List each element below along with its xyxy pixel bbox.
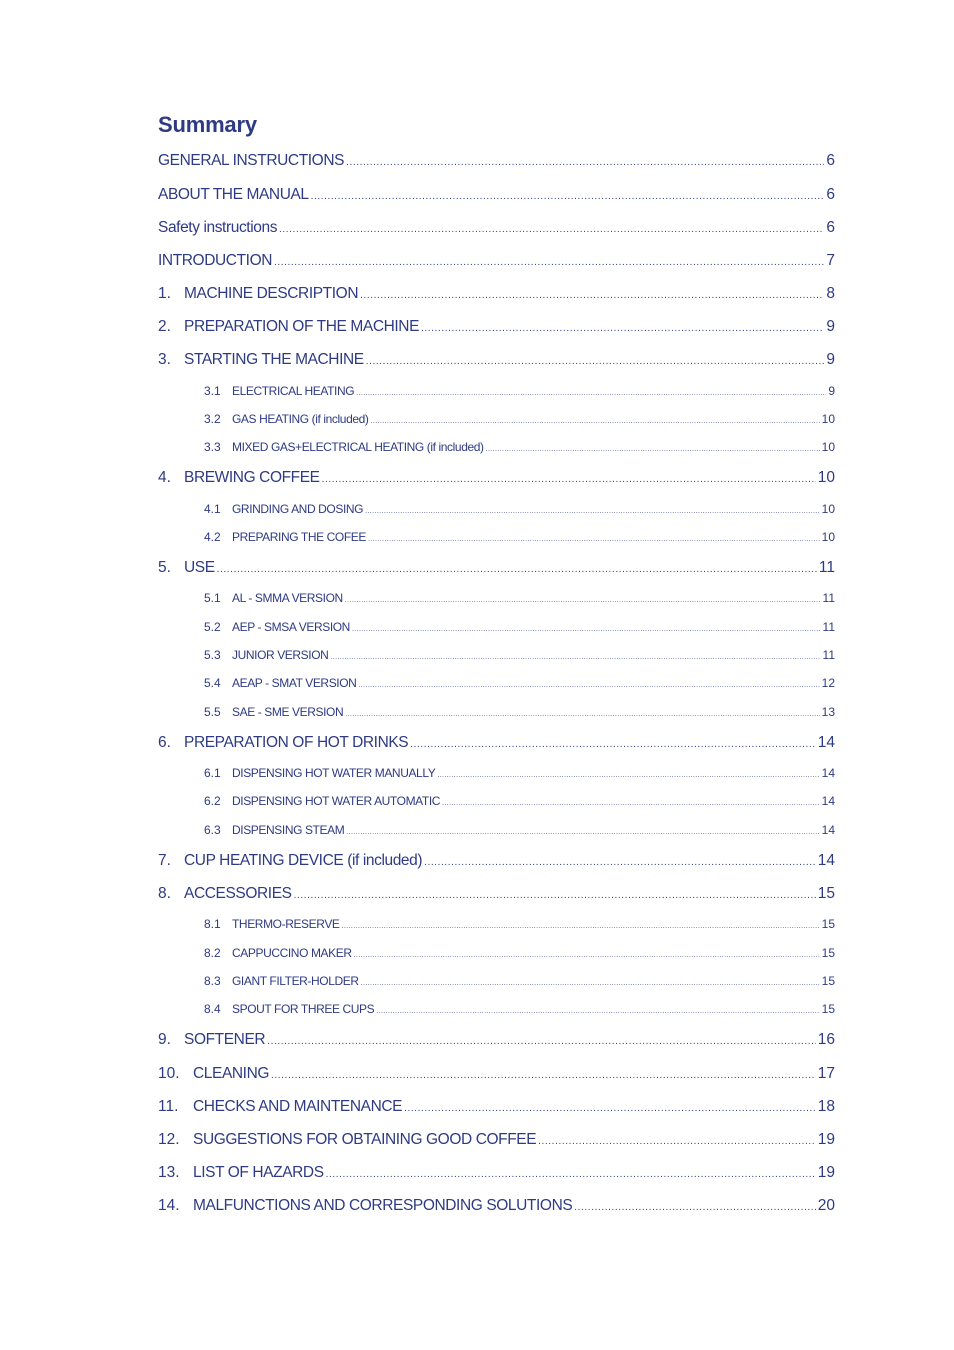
toc-entry-number: 6.	[158, 734, 171, 752]
toc-entry-label: MIXED GAS+ELECTRICAL HEATING (if included)	[232, 439, 484, 454]
toc-subentry[interactable]	[204, 766, 835, 780]
toc-subentry[interactable]	[204, 530, 835, 544]
dot-leader	[322, 474, 816, 485]
toc-entry[interactable]	[158, 351, 835, 369]
dot-leader	[346, 157, 824, 168]
dot-leader	[330, 654, 820, 661]
toc-subentry[interactable]	[204, 974, 835, 988]
toc-entry-number: 6.2	[204, 793, 221, 808]
dot-leader	[271, 1070, 816, 1081]
toc-entry-page-number: 14	[821, 822, 835, 837]
dot-leader	[345, 597, 821, 604]
toc-entry[interactable]	[158, 1164, 835, 1182]
dot-leader	[376, 1008, 819, 1015]
toc-entry[interactable]	[158, 252, 835, 270]
dot-leader	[421, 323, 824, 334]
toc-entry[interactable]	[158, 1065, 835, 1083]
toc-entry-page-number: 8	[826, 285, 835, 303]
toc-entry-number: 6.3	[204, 822, 221, 837]
dot-leader	[365, 508, 820, 515]
toc-entry[interactable]	[158, 1131, 835, 1149]
toc-entry-number: 4.	[158, 469, 171, 487]
toc-entry-page-number: 11	[818, 559, 835, 577]
toc-entry-page-number: 10	[821, 529, 835, 544]
toc-entry-label: DISPENSING HOT WATER MANUALLY	[232, 765, 436, 780]
toc-entry-page-number: 6	[826, 186, 835, 204]
toc-entry-number: 3.2	[204, 411, 221, 426]
toc-entry[interactable]	[158, 1031, 835, 1049]
toc-entry-number: 5.1	[204, 590, 221, 605]
dot-leader	[326, 1169, 816, 1180]
toc-entry-label: AEAP - SMAT VERSION	[232, 675, 357, 690]
toc-entry-label: MALFUNCTIONS AND CORRESPONDING SOLUTIONS	[193, 1197, 573, 1215]
toc-entry[interactable]	[158, 152, 835, 170]
toc-entry-page-number: 12	[821, 675, 835, 690]
toc-entry-page-number: 13	[821, 704, 835, 719]
dot-leader	[279, 224, 824, 235]
toc-subentry[interactable]	[204, 946, 835, 960]
toc-entry-label: PREPARATION OF THE MACHINE	[184, 318, 420, 336]
toc-entry[interactable]	[158, 734, 835, 752]
toc-entry-number: 12.	[158, 1131, 180, 1149]
toc-entry-label: GAS HEATING (if included)	[232, 411, 369, 426]
dot-leader	[346, 829, 819, 836]
dot-leader	[486, 446, 820, 453]
page-title: Summary	[158, 112, 257, 137]
toc-entry-label: GENERAL INSTRUCTIONS	[158, 152, 345, 170]
toc-entry-page-number: 11	[822, 619, 835, 634]
toc-entry-number: 8.3	[204, 973, 221, 988]
toc-entry-page-number: 15	[821, 1001, 835, 1016]
toc-subentry[interactable]	[204, 1002, 835, 1016]
toc-entry-page-number: 9	[828, 383, 835, 398]
dot-leader	[410, 739, 816, 750]
dot-leader	[356, 390, 826, 397]
toc-entry-page-number: 19	[817, 1131, 835, 1149]
toc-entry-label: ELECTRICAL HEATING	[232, 383, 355, 398]
toc-entry-number: 3.	[158, 351, 171, 369]
dot-leader	[342, 923, 820, 930]
toc-entry-label: SAE - SME VERSION	[232, 704, 344, 719]
toc-entry-number: 5.4	[204, 675, 221, 690]
toc-entry-page-number: 15	[821, 973, 835, 988]
dot-leader	[360, 290, 824, 301]
toc-subentry[interactable]	[204, 620, 835, 634]
dot-leader	[217, 564, 817, 575]
toc-entry-page-number: 7	[826, 252, 835, 270]
dot-leader	[442, 800, 820, 807]
toc-subentry[interactable]	[204, 676, 835, 690]
toc-entry[interactable]	[158, 285, 835, 303]
toc-entry-page-number: 18	[817, 1098, 835, 1116]
toc-subentry[interactable]	[204, 823, 835, 837]
toc-entry-label: LIST OF HAZARDS	[193, 1164, 324, 1182]
toc-entry-label: Safety instructions	[158, 219, 278, 237]
toc-entry-label: GIANT FILTER-HOLDER	[232, 973, 359, 988]
toc-entry-number: 5.	[158, 559, 171, 577]
toc-subentry[interactable]	[204, 384, 835, 398]
toc-entry-number: 4.1	[204, 501, 221, 516]
toc-entry-page-number: 11	[822, 590, 835, 605]
toc-entry-label: CHECKS AND MAINTENANCE	[193, 1098, 403, 1116]
toc-entry-page-number: 14	[817, 852, 835, 870]
dot-leader	[574, 1202, 815, 1213]
toc-entry-label: SPOUT FOR THREE CUPS	[232, 1001, 375, 1016]
dot-leader	[366, 356, 825, 367]
toc-entry-page-number: 19	[817, 1164, 835, 1182]
toc-entry[interactable]	[158, 318, 835, 336]
toc-subentry[interactable]	[204, 412, 835, 426]
toc-entry[interactable]	[158, 186, 835, 204]
toc-entry-page-number: 10	[821, 439, 835, 454]
toc-entry-page-number: 6	[826, 219, 835, 237]
dot-leader	[294, 890, 816, 901]
toc-entry-label: GRINDING AND DOSING	[232, 501, 364, 516]
toc-entry-label: STARTING THE MACHINE	[184, 351, 364, 369]
toc-entry-label: CUP HEATING DEVICE (if included)	[184, 852, 423, 870]
toc-entry-label: BREWING COFFEE	[184, 469, 320, 487]
toc-entry-label: ABOUT THE MANUAL	[158, 186, 309, 204]
toc-entry-label: CLEANING	[193, 1065, 270, 1083]
toc-entry-page-number: 14	[821, 765, 835, 780]
toc-entry-number: 4.2	[204, 529, 221, 544]
toc-entry-page-number: 15	[821, 945, 835, 960]
toc-entry-page-number: 11	[822, 647, 835, 662]
toc-entry-page-number: 9	[826, 351, 835, 369]
toc-entry-label: ACCESSORIES	[184, 885, 292, 903]
toc-entry-page-number: 9	[826, 318, 835, 336]
dot-leader	[354, 952, 820, 959]
toc-subentry[interactable]	[204, 917, 835, 931]
dot-leader	[274, 257, 824, 268]
dot-leader	[352, 626, 821, 633]
dot-leader	[267, 1036, 816, 1047]
toc-entry-label: USE	[184, 559, 215, 577]
toc-entry-label: SUGGESTIONS FOR OBTAINING GOOD COFFEE	[193, 1131, 537, 1149]
toc-entry-number: 1.	[158, 285, 171, 303]
dot-leader	[538, 1136, 816, 1147]
toc-entry-page-number: 20	[817, 1197, 835, 1215]
dot-leader	[437, 772, 819, 779]
dot-leader	[368, 536, 820, 543]
toc-entry-number: 3.3	[204, 439, 221, 454]
toc-entry-label: DISPENSING HOT WATER AUTOMATIC	[232, 793, 441, 808]
toc-entry-number: 10.	[158, 1065, 180, 1083]
toc-entry-page-number: 10	[821, 501, 835, 516]
toc-entry-number: 11.	[158, 1098, 179, 1116]
toc-entry[interactable]	[158, 1197, 835, 1215]
toc-entry-number: 14.	[158, 1197, 180, 1215]
toc-entry[interactable]	[158, 219, 835, 237]
dot-leader	[358, 682, 819, 689]
toc-entry-number: 5.2	[204, 619, 221, 634]
toc-entry-number: 7.	[158, 852, 171, 870]
toc-entry-number: 8.4	[204, 1001, 221, 1016]
toc-entry-label: INTRODUCTION	[158, 252, 273, 270]
toc-entry[interactable]	[158, 885, 835, 903]
toc-entry-page-number: 16	[817, 1031, 835, 1049]
toc-entry-label: AEP - SMSA VERSION	[232, 619, 350, 634]
toc-subentry[interactable]	[204, 705, 835, 719]
toc-entry[interactable]	[158, 852, 835, 870]
toc-entry-label: PREPARING THE COFEE	[232, 529, 366, 544]
toc-subentry[interactable]	[204, 440, 835, 454]
toc-entry[interactable]	[158, 559, 835, 577]
toc-entry-page-number: 10	[821, 411, 835, 426]
toc-entry-number: 5.3	[204, 647, 221, 662]
toc-entry-number: 5.5	[204, 704, 221, 719]
toc-entry-label: SOFTENER	[184, 1031, 266, 1049]
toc-entry-label: JUNIOR VERSION	[232, 647, 329, 662]
toc-entry-number: 6.1	[204, 765, 221, 780]
dot-leader	[311, 191, 825, 202]
toc-subentry[interactable]	[204, 591, 835, 605]
toc-entry-number: 9.	[158, 1031, 171, 1049]
toc-entry-number: 2.	[158, 318, 171, 336]
toc-entry-number: 8.1	[204, 916, 221, 931]
toc-subentry[interactable]	[204, 794, 835, 808]
toc-subentry[interactable]	[204, 648, 835, 662]
toc-entry-number: 13.	[158, 1164, 180, 1182]
toc-subentry[interactable]	[204, 502, 835, 516]
toc-entry-page-number: 14	[821, 793, 835, 808]
toc-entry-page-number: 17	[817, 1065, 835, 1083]
toc-entry-number: 8.2	[204, 945, 221, 960]
toc-entry[interactable]	[158, 469, 835, 487]
dot-leader	[361, 980, 820, 987]
toc-entry-page-number: 15	[817, 885, 835, 903]
toc-entry-page-number: 15	[821, 916, 835, 931]
toc-entry-number: 8.	[158, 885, 171, 903]
toc-entry-number: 3.1	[204, 383, 221, 398]
toc-entry-label: DISPENSING STEAM	[232, 822, 345, 837]
toc-entry-page-number: 14	[817, 734, 835, 752]
toc-entry-page-number: 6	[826, 152, 835, 170]
toc-entry-label: PREPARATION OF HOT DRINKS	[184, 734, 409, 752]
toc-entry-label: AL - SMMA VERSION	[232, 590, 343, 605]
dot-leader	[345, 711, 819, 718]
toc-entry-label: CAPPUCCINO MAKER	[232, 945, 352, 960]
toc-entry-label: THERMO-RESERVE	[232, 916, 340, 931]
dot-leader	[371, 418, 820, 425]
toc-entry-label: MACHINE DESCRIPTION	[184, 285, 359, 303]
toc-entry[interactable]	[158, 1098, 835, 1116]
dot-leader	[404, 1103, 816, 1114]
toc-entry-page-number: 10	[817, 469, 835, 487]
dot-leader	[424, 857, 816, 868]
